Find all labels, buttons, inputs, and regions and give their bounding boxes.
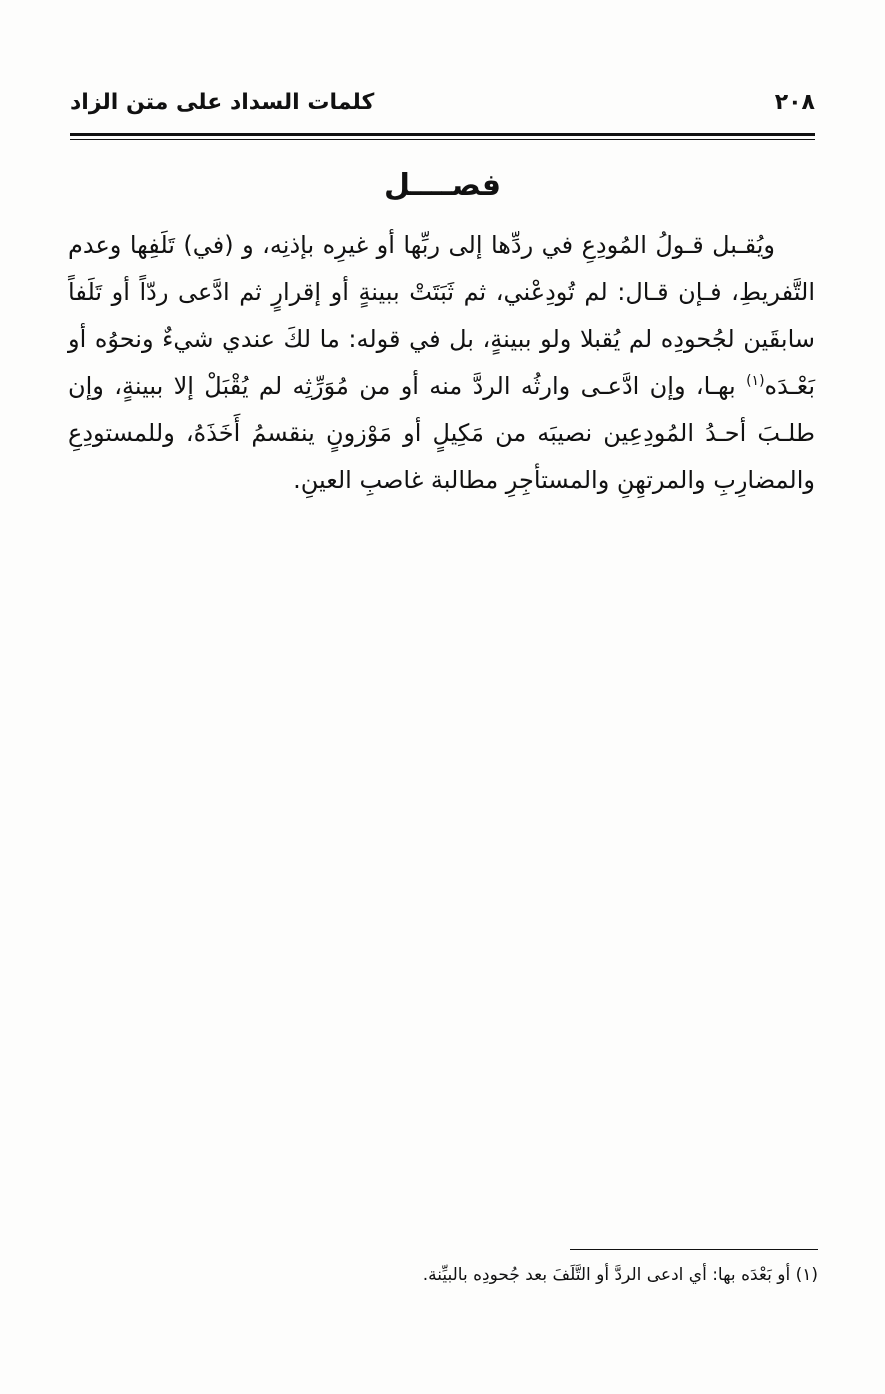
paragraph	[68, 222, 815, 504]
main-text	[68, 222, 815, 504]
footnote: (١) أو بَعْدَه بها: أي ادعى الردَّ أو التَّلَفَ بعد جُحودِه بالبيِّنة.	[422, 1265, 818, 1285]
page-header	[70, 90, 815, 130]
footnote-reference: (١)	[746, 373, 765, 389]
paragraph-text-part-2: بهـا، وإن ادَّعـى وارثُه الردَّ منه أو من مُوَرِّثِه لم يُقْبَلْ إلا ببينةٍ، وإن طلـبَ أحـدُ المُودِعِين نصيبَه من مَكِيلٍ أو مَوْزونٍ ينقسمُ أَخَذَهُ، وللمستودِعِ والمضارِبِ والمرتهِنِ والمستأجِرِ مطالبة غاصبِ العينِ.	[68, 372, 815, 494]
header-rule-thin	[70, 139, 815, 140]
running-title: كلمات السداد على متن الزاد	[70, 90, 375, 115]
page-number: ٢٠٨	[774, 90, 815, 115]
footnote-separator	[570, 1249, 818, 1250]
section-heading: فصــــل	[384, 168, 501, 203]
header-rule-thick	[70, 133, 815, 136]
paragraph-text-part-1: ويُقـبل قـولُ المُودِعِ في ردِّها إلى ربِّها أو غيرِه بإذنِه، و (في) تَلَفِها وعدم التَّفريطِ، فـإن قـال: لم تُودِعْني، ثم ثَبَتَتْ ببينةٍ أو إقرارٍ ثم ادَّعى ردّاً أو تَلَفاً سابقَين لجُحودِه لم يُقبلا ولو ببينةٍ، بل في قوله: ما لكَ عندي شيءٌ ونحوُه أو بَعْـدَه	[68, 231, 815, 400]
